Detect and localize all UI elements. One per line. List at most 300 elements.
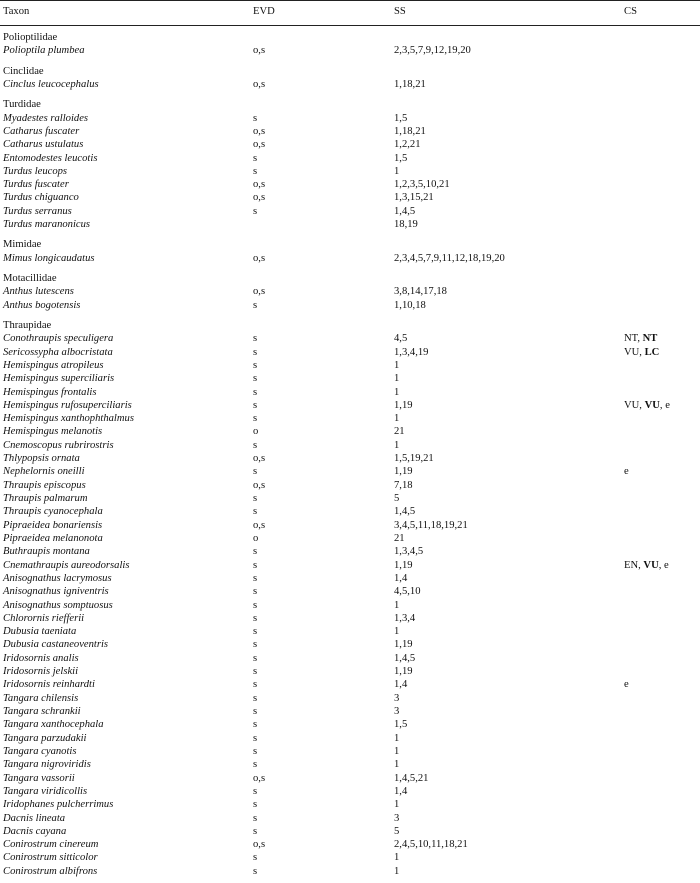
table-row	[0, 332, 700, 345]
evd-value: o,s	[253, 839, 266, 851]
table-row	[0, 412, 700, 425]
cs-value	[624, 599, 700, 612]
cs-value	[624, 299, 700, 312]
evd-value: s	[253, 732, 258, 744]
taxon-name: Thlypopsis ornata	[3, 453, 80, 465]
cs-value	[624, 812, 700, 825]
cs-value	[624, 218, 700, 231]
cs-value	[624, 865, 700, 878]
cs-value	[624, 452, 700, 465]
cs-value	[624, 545, 700, 558]
evd-value: s	[253, 639, 258, 651]
taxon-name: Catharus ustulatus	[3, 139, 84, 151]
evd-value: s	[253, 152, 258, 164]
evd-value: s	[253, 812, 258, 824]
table-row	[0, 78, 700, 91]
cs-status-extra: , e	[659, 399, 670, 411]
cs-value	[624, 798, 700, 811]
ss-value: 1,5,19,21	[394, 453, 434, 465]
cs-status-bold: NT	[642, 333, 658, 345]
cs-value	[624, 332, 700, 345]
taxon-name: Anthus bogotensis	[3, 299, 81, 311]
table-row	[0, 572, 700, 585]
taxon-name: Tangara xanthocephala	[3, 719, 104, 731]
cs-value	[624, 178, 700, 191]
evd-value: s	[253, 586, 258, 598]
family-name: Thraupidae	[3, 319, 52, 331]
family-name: Turdidae	[3, 99, 41, 111]
taxon-name: Cnemoscopus rubrirostris	[3, 439, 114, 451]
table-row	[0, 798, 700, 811]
table-row	[0, 678, 700, 691]
cs-value	[624, 386, 700, 399]
ss-value: 1	[394, 386, 400, 398]
taxon-name: Pipraeidea bonariensis	[3, 519, 103, 531]
table-body	[0, 31, 700, 878]
table-row	[0, 165, 700, 178]
evd-value: s	[253, 719, 258, 731]
ss-value: 1	[394, 799, 400, 811]
family-row	[0, 238, 700, 251]
taxon-name: Entomodestes leucotis	[3, 152, 98, 164]
ss-value: 1,4	[394, 679, 408, 691]
table-row	[0, 599, 700, 612]
taxon-name: Tangara vassorii	[3, 772, 75, 784]
ss-value: 1,4	[394, 785, 408, 797]
evd-value: s	[253, 205, 258, 217]
ss-value: 2,3,4,5,7,9,11,12,18,19,20	[394, 252, 505, 264]
evd-value: s	[253, 692, 258, 704]
table-row	[0, 638, 700, 651]
table-row	[0, 439, 700, 452]
table-row	[0, 44, 700, 57]
taxon-name: Dubusia castaneoventris	[3, 639, 109, 651]
cs-value	[624, 479, 700, 492]
evd-value: s	[253, 572, 258, 584]
taxon-name: Iridosornis jelskii	[3, 666, 79, 678]
table-row	[0, 812, 700, 825]
family-row	[0, 272, 700, 285]
family-name: Mimidae	[3, 239, 42, 251]
cs-status: VU,	[624, 346, 645, 358]
header-ss: SS	[394, 6, 406, 17]
ss-value: 2,3,5,7,9,12,19,20	[394, 45, 471, 57]
taxon-name: Polioptila plumbea	[3, 45, 85, 57]
cs-value	[624, 372, 700, 385]
evd-value: o,s	[253, 45, 266, 57]
ss-value: 1,10,18	[394, 299, 426, 311]
header-evd: EVD	[253, 6, 275, 17]
taxon-name: Turdus serranus	[3, 205, 72, 217]
evd-value: s	[253, 679, 258, 691]
table-row	[0, 718, 700, 731]
cs-status: EN,	[624, 559, 644, 571]
family-name: Cinclidae	[3, 65, 44, 77]
taxon-name: Myadestes ralloides	[3, 112, 89, 124]
ss-value: 3	[394, 706, 400, 717]
ss-value: 1,2,3,5,10,21	[394, 179, 450, 191]
ss-value: 3	[394, 692, 400, 704]
evd-value	[253, 218, 394, 231]
table-row	[0, 346, 700, 359]
ss-value: 3,4,5,11,18,19,21	[394, 519, 468, 531]
evd-value: s	[253, 413, 258, 425]
table-row	[0, 785, 700, 798]
cs-value	[624, 191, 700, 204]
evd-value: s	[253, 652, 258, 664]
cs-value	[624, 138, 700, 151]
evd-value: o,s	[253, 252, 266, 264]
ss-value: 1,2,21	[394, 139, 421, 151]
taxon-name: Hemispingus frontalis	[3, 386, 97, 398]
table-row	[0, 772, 700, 785]
table-row	[0, 692, 700, 705]
taxon-name: Conirostrum cinereum	[3, 839, 99, 851]
cs-value	[624, 612, 700, 625]
evd-value: s	[253, 165, 258, 177]
taxon-name: Tangara viridicollis	[3, 785, 88, 797]
evd-value: s	[253, 666, 258, 678]
family-row	[0, 98, 700, 111]
taxon-name: Tangara parzudakii	[3, 732, 87, 744]
cs-value	[624, 585, 700, 598]
cs-value	[624, 532, 700, 545]
taxon-name: Anthus lutescens	[3, 286, 74, 298]
cs-value	[624, 625, 700, 638]
cs-value	[624, 78, 700, 91]
taxon-name: Anisognathus somptuosus	[3, 599, 113, 611]
taxon-name: Cinclus leucocephalus	[3, 78, 99, 90]
ss-value: 1,4,5	[394, 205, 416, 217]
evd-value: o	[253, 532, 259, 544]
cs-value	[624, 559, 700, 572]
taxon-name: Conirostrum sitticolor	[3, 852, 98, 864]
taxon-name: Hemispingus superciliaris	[3, 373, 115, 385]
cs-status-bold: VU	[644, 399, 660, 411]
ss-value: 1	[394, 439, 400, 451]
cs-value	[624, 652, 700, 665]
cs-value	[624, 785, 700, 798]
taxon-name: Thraupis episcopus	[3, 479, 86, 491]
cs-status-extra: , e	[658, 559, 669, 571]
table-row	[0, 825, 700, 838]
cs-value	[624, 758, 700, 771]
evd-value: o,s	[253, 139, 266, 151]
family-row	[0, 31, 700, 44]
evd-value: s	[253, 506, 258, 518]
table-header	[0, 0, 700, 26]
table-row	[0, 585, 700, 598]
evd-value: s	[253, 745, 258, 757]
taxon-name: Thraupis palmarum	[3, 493, 88, 504]
evd-value: s	[253, 493, 258, 504]
cs-status-bold: VU	[643, 559, 659, 571]
cs-value	[624, 638, 700, 651]
ss-value: 1,4	[394, 572, 408, 584]
cs-status: e	[624, 466, 629, 478]
ss-value: 5	[394, 493, 400, 504]
cs-value	[624, 205, 700, 218]
cs-value	[624, 412, 700, 425]
table-row	[0, 125, 700, 138]
ss-value: 1,3,4,19	[394, 346, 429, 358]
evd-value: o,s	[253, 453, 266, 465]
ss-value: 1,18,21	[394, 125, 426, 137]
taxon-name: Anisognathus igniventris	[3, 586, 109, 598]
family-name: Motacillidae	[3, 273, 57, 284]
table-row	[0, 532, 700, 545]
ss-value: 1	[394, 626, 400, 638]
taxon-name: Hemispingus atropileus	[3, 359, 104, 371]
cs-value	[624, 745, 700, 758]
table-row	[0, 492, 700, 505]
ss-value: 1	[394, 852, 400, 864]
ss-value: 1,19	[394, 466, 413, 478]
taxon-name: Turdus chiguanco	[3, 192, 79, 204]
ss-value: 3	[394, 812, 400, 824]
table-row	[0, 519, 700, 532]
cs-status-bold: LC	[644, 346, 660, 358]
table-row	[0, 285, 700, 298]
taxon-name: Dacnis lineata	[3, 812, 66, 824]
cs-value	[624, 425, 700, 438]
taxon-name: Iridophanes pulcherrimus	[3, 799, 114, 811]
cs-status: VU,	[624, 399, 645, 411]
evd-value: o,s	[253, 519, 266, 531]
evd-value: s	[253, 785, 258, 797]
ss-value: 7,18	[394, 479, 413, 491]
ss-value: 1,4,5,21	[394, 772, 429, 784]
ss-value: 1,19	[394, 559, 413, 571]
cs-value	[624, 152, 700, 165]
cs-value	[624, 125, 700, 138]
ss-value: 1	[394, 413, 400, 425]
ss-value: 21	[394, 532, 405, 544]
ss-value: 21	[394, 426, 405, 438]
ss-value: 1,5	[394, 152, 408, 164]
evd-value: s	[253, 825, 258, 837]
cs-status: NT,	[624, 333, 643, 345]
ss-value: 1,3,15,21	[394, 192, 434, 204]
evd-value: s	[253, 626, 258, 638]
taxon-name: Cnemathraupis aureodorsalis	[3, 559, 130, 571]
table-row	[0, 545, 700, 558]
evd-value: s	[253, 865, 258, 877]
evd-value: o,s	[253, 286, 266, 298]
taxon-name: Dacnis cayana	[3, 825, 67, 837]
table-row	[0, 372, 700, 385]
evd-value: o,s	[253, 479, 266, 491]
ss-value: 1	[394, 745, 400, 757]
table-row	[0, 865, 700, 878]
table-row	[0, 152, 700, 165]
table-row	[0, 559, 700, 572]
ss-value: 1	[394, 359, 400, 371]
header-taxon: Taxon	[3, 6, 30, 17]
ss-value: 1,4,5	[394, 506, 416, 518]
family-row	[0, 319, 700, 332]
cs-status: e	[624, 679, 629, 691]
evd-value: s	[253, 612, 258, 624]
cs-value	[624, 838, 700, 851]
cs-value	[624, 359, 700, 372]
evd-value: o,s	[253, 78, 266, 90]
table-row	[0, 299, 700, 312]
table-row	[0, 452, 700, 465]
taxon-name: Dubusia taeniata	[3, 626, 77, 638]
taxon-name: Mimus longicaudatus	[3, 252, 95, 264]
evd-value: s	[253, 466, 258, 478]
cs-value	[624, 572, 700, 585]
evd-value: s	[253, 112, 258, 124]
cs-value	[624, 825, 700, 838]
table-row	[0, 399, 700, 412]
evd-value: o,s	[253, 179, 266, 191]
ss-value: 18,19	[394, 219, 418, 231]
evd-value: o	[253, 426, 259, 438]
cs-value	[624, 851, 700, 864]
cs-value	[624, 718, 700, 731]
evd-value: s	[253, 399, 258, 411]
ss-value: 1,19	[394, 399, 413, 411]
cs-value	[624, 492, 700, 505]
table-row	[0, 205, 700, 218]
table-row	[0, 838, 700, 851]
ss-value: 1	[394, 759, 400, 771]
taxon-name: Iridosornis reinhardti	[3, 679, 95, 691]
ss-value: 1,19	[394, 666, 413, 678]
evd-value: s	[253, 439, 258, 451]
table-row	[0, 652, 700, 665]
taxon-name: Tangara nigroviridis	[3, 759, 91, 771]
taxon-name: Pipraeidea melanonota	[3, 532, 103, 544]
table-row	[0, 178, 700, 191]
evd-value: s	[253, 852, 258, 864]
ss-value: 1	[394, 732, 400, 744]
table-row	[0, 138, 700, 151]
taxon-name: Tangara cyanotis	[3, 745, 77, 757]
evd-value: o,s	[253, 772, 266, 784]
cs-value	[624, 44, 700, 57]
cs-value	[624, 346, 700, 359]
ss-value: 1	[394, 165, 400, 177]
table-row	[0, 191, 700, 204]
taxon-name: Turdus fuscater	[3, 179, 69, 191]
table-row	[0, 359, 700, 372]
family-name: Polioptilidae	[3, 32, 58, 43]
taxon-name: Tangara chilensis	[3, 692, 79, 704]
ss-value: 1,4,5	[394, 652, 416, 664]
table-row	[0, 612, 700, 625]
evd-value: s	[253, 299, 258, 311]
taxon-name: Catharus fuscater	[3, 125, 80, 137]
cs-value	[624, 772, 700, 785]
cs-value	[624, 678, 700, 691]
evd-value: s	[253, 546, 258, 558]
taxon-name: Iridosornis analis	[3, 652, 79, 664]
ss-value: 1	[394, 865, 400, 877]
cs-value	[624, 705, 700, 718]
taxon-name: Sericossypha albocristata	[3, 346, 113, 358]
evd-value: s	[253, 799, 258, 811]
cs-value	[624, 505, 700, 518]
table-row	[0, 851, 700, 864]
table-row	[0, 758, 700, 771]
taxon-name: Anisognathus lacrymosus	[3, 572, 112, 584]
ss-value: 4,5	[394, 333, 408, 345]
taxon-name: Hemispingus melanotis	[3, 426, 103, 438]
table-row	[0, 705, 700, 718]
evd-value: o,s	[253, 192, 266, 204]
evd-value: s	[253, 359, 258, 371]
cs-value	[624, 252, 700, 265]
ss-value: 1,5	[394, 719, 408, 731]
evd-value: s	[253, 386, 258, 398]
cs-value	[624, 399, 700, 412]
cs-value	[624, 165, 700, 178]
ss-value: 1,3,4	[394, 612, 416, 624]
ss-value: 3,8,14,17,18	[394, 286, 447, 298]
cs-value	[624, 665, 700, 678]
evd-value: o,s	[253, 125, 266, 137]
cs-value	[624, 439, 700, 452]
table-row	[0, 386, 700, 399]
evd-value: s	[253, 373, 258, 385]
ss-value: 1	[394, 373, 400, 385]
evd-value: s	[253, 559, 258, 571]
table-row	[0, 465, 700, 478]
table-row	[0, 505, 700, 518]
taxon-name: Conothraupis speculigera	[3, 333, 114, 345]
table-row	[0, 625, 700, 638]
ss-value: 1	[394, 599, 400, 611]
table-row	[0, 745, 700, 758]
family-row	[0, 65, 700, 78]
ss-value: 1,19	[394, 639, 413, 651]
evd-value: s	[253, 599, 258, 611]
table-row	[0, 425, 700, 438]
taxon-name: Hemispingus xanthophthalmus	[3, 413, 134, 425]
evd-value: s	[253, 346, 258, 358]
cs-value	[624, 465, 700, 478]
ss-value: 2,4,5,10,11,18,21	[394, 839, 468, 851]
table-row	[0, 112, 700, 125]
taxon-name: Turdus maranonicus	[3, 219, 91, 231]
taxon-name: Tangara schrankii	[3, 706, 81, 717]
ss-value: 5	[394, 825, 400, 837]
taxon-name: Turdus leucops	[3, 165, 68, 177]
ss-value: 1,5	[394, 112, 408, 124]
evd-value: s	[253, 333, 258, 345]
taxon-name: Thraupis cyanocephala	[3, 506, 103, 518]
taxon-name: Buthraupis montana	[3, 546, 90, 558]
ss-value: 1,3,4,5	[394, 546, 424, 558]
taxon-name: Conirostrum albifrons	[3, 865, 98, 877]
cs-value	[624, 692, 700, 705]
taxon-name: Hemispingus rufosuperciliaris	[3, 399, 132, 411]
header-cs: CS	[624, 6, 637, 17]
ss-value: 4,5,10	[394, 586, 421, 598]
table-row	[0, 732, 700, 745]
taxon-name: Chlorornis riefferii	[3, 612, 85, 624]
ss-value: 1,18,21	[394, 78, 426, 90]
cs-value	[624, 732, 700, 745]
taxon-name: Nephelornis oneilli	[3, 466, 85, 478]
cs-value	[624, 112, 700, 125]
cs-value	[624, 285, 700, 298]
table-row	[0, 218, 700, 231]
table-row	[0, 479, 700, 492]
